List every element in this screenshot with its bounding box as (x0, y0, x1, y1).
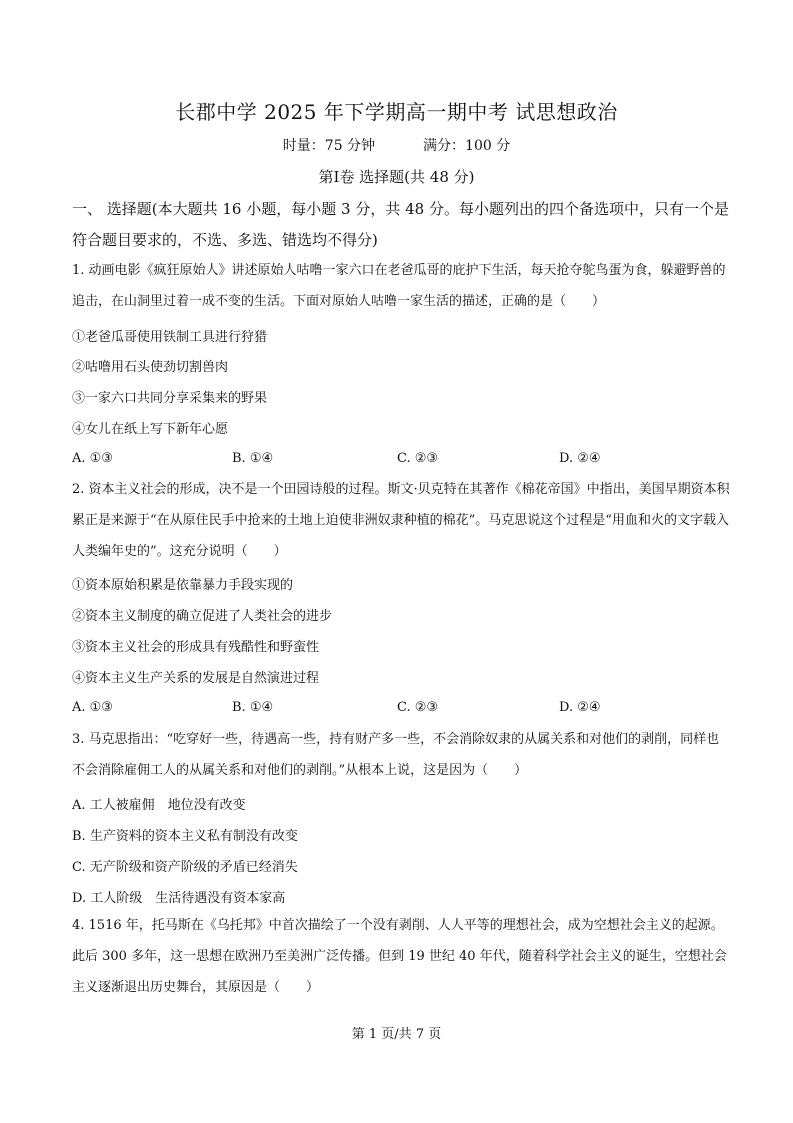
question-2-item-1: ①资本原始积累是依靠暴力手段实现的 (72, 578, 294, 593)
question-2-choice-a: A. ①③ (72, 700, 113, 715)
question-1-item-2: ②咕噜用石头使劲切割兽肉 (72, 360, 229, 375)
question-1-choice-b: B. ①④ (232, 451, 274, 466)
question-3-option-a: A. 工人被雇佣 地位没有改变 (72, 798, 246, 813)
question-4-stem: 4. 1516 年，托马斯在《乌托邦》中首次描绘了一个没有剥削、人人平等的理想社会，成为空想社会主义的起源。此后 300 多年，这一思想在欧洲乃至美洲广泛传播。但到 19 世纪 40 年代，随着科学社会主义的诞生，空想社会主义逐渐退出历史舞台，其原因是（ ） (72, 918, 727, 995)
question-3-stem: 3. 马克思指出：“吃穿好一些，待遇高一些，持有财产多一些，不会消除奴隶的从属关系和对他们的剥削，同样也不会消除雇佣工人的从属关系和对他们的剥削。”从根本上说，这是因为（ ） (72, 732, 720, 778)
question-3-option-d: D. 工人阶级 生活待遇没有资本家高 (72, 891, 286, 906)
question-1-item-1: ①老爸瓜哥使用铁制工具进行狩猎 (72, 330, 268, 345)
question-1-choice-c: C. ②③ (397, 451, 439, 466)
exam-meta (0, 135, 793, 155)
question-2-choice-b: B. ①④ (232, 700, 274, 715)
question-1-choice-a: A. ①③ (72, 451, 113, 466)
exam-title: 长郡中学 2025 年下学期高一期中考 试思想政治 (175, 100, 618, 124)
question-2-choice-c: C. ②③ (397, 700, 439, 715)
page-footer: 第 1 页/共 7 页 (351, 1027, 442, 1042)
question-3-option-b: B. 生产资料的资本主义私有制没有改变 (72, 829, 298, 844)
section-instructions: 一、 选择题(本大题共 16 小题，每小题 3 分，共 48 分。每小题列出的四个备选项中，只有一个是符合题目要求的，不选、多选、错选均不得分) (72, 200, 729, 249)
question-2-choice-d: D. ②④ (559, 700, 601, 715)
question-2-item-3: ③资本主义社会的形成具有残酷性和野蛮性 (72, 640, 320, 655)
question-2-item-4: ④资本主义生产关系的发展是自然演进过程 (72, 671, 320, 686)
part-heading: 第Ⅰ卷 选择题(共 48 分) (318, 168, 475, 186)
question-1-choice-d: D. ②④ (559, 451, 601, 466)
question-2-stem: 2. 资本主义社会的形成，决不是一个田园诗般的过程。斯文·贝克特在其著作《棉花帝国》中指出，美国早期资本积累正是来源于“在从原住民手中抢来的土地上迫使非洲奴隶种植的棉花”。马克思说这个过程是“用血和火的文字载入人类编年史的”。这充分说明（ ） (72, 482, 730, 559)
question-2-item-2: ②资本主义制度的确立促进了人类社会的进步 (72, 609, 333, 624)
exam-score: 满分：100 分 (423, 138, 511, 154)
question-1-item-3: ③一家六口共同分享采集来的野果 (72, 391, 268, 406)
question-3-option-c: C. 无产阶级和资产阶级的矛盾已经消失 (72, 860, 298, 875)
question-1-stem: 1. 动画电影《疯狂原始人》讲述原始人咕噜一家六口在老爸瓜哥的庇护下生活，每天抢夺鸵鸟蛋为食，躲避野兽的追击，在山洞里过着一成不变的生活。下面对原始人咕噜一家生活的描述，正确的是（ ） (72, 263, 726, 309)
question-1-item-4: ④女儿在纸上写下新年心愿 (72, 422, 229, 437)
exam-time: 时量：75 分钟 (282, 138, 376, 154)
